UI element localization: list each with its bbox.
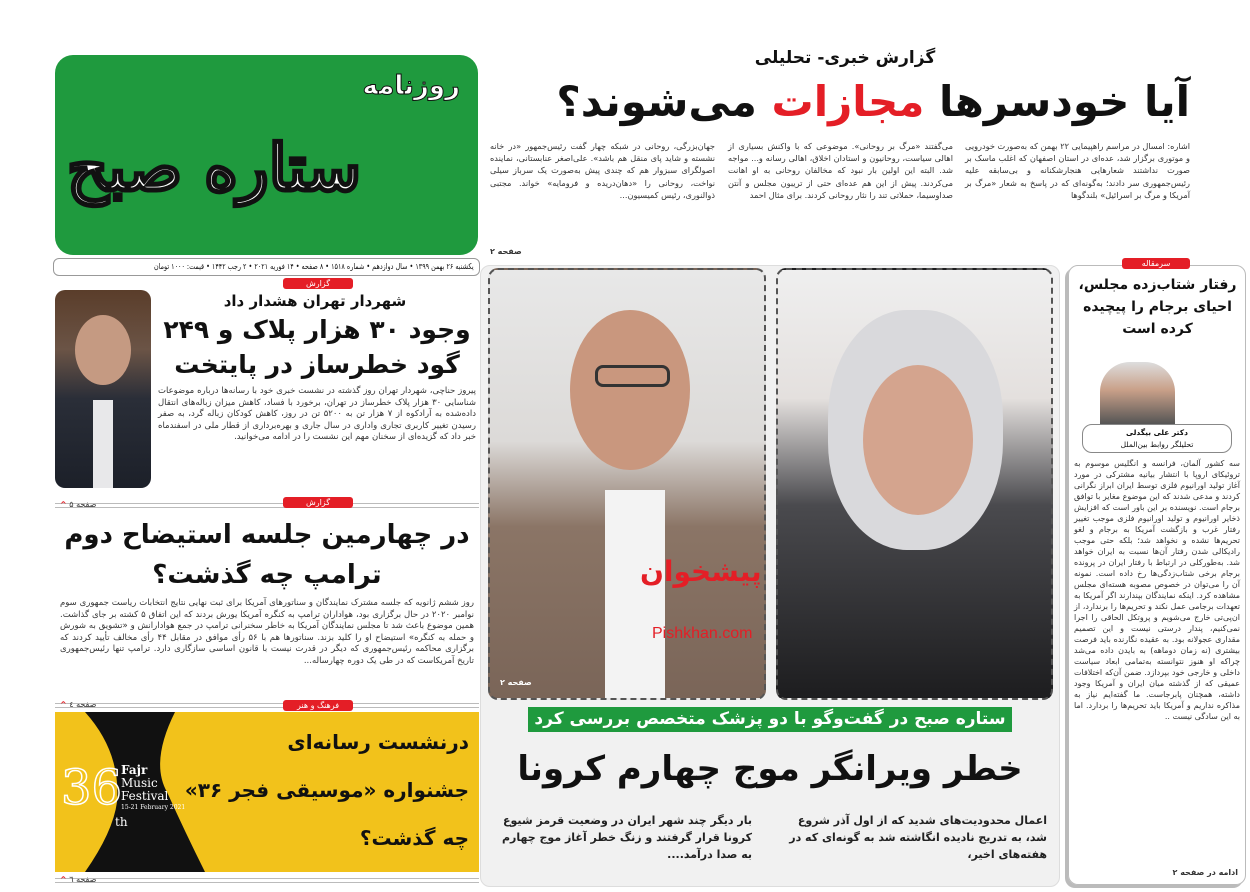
caret-up-icon: ^ bbox=[60, 700, 67, 709]
mayor-photo bbox=[55, 290, 151, 488]
editorial-continued-link[interactable]: ادامه در صفحه ۲ bbox=[1172, 868, 1238, 877]
poster-title: Festival bbox=[121, 789, 169, 803]
article2-headline[interactable]: در چهارمین جلسه استیضاح دوم bbox=[64, 520, 470, 550]
culture-headline: درنشست رسانه‌ای bbox=[287, 730, 469, 754]
divider bbox=[55, 703, 479, 708]
feature-headline[interactable]: خطر ویرانگر موج چهارم کرونا bbox=[517, 749, 1023, 789]
lead-kicker: گزارش خبری- تحلیلی bbox=[754, 48, 936, 68]
dateline: یکشنبه ۲۶ بهمن ۱۳۹۹ • سال دوازدهم • شماره ۱۵۱۸ • ۸ صفحه • ۱۴ فوریه ۲۰۲۱ • ۲ رجب ۱۴۴۲ • قیمت: ۱۰۰۰ تومان bbox=[154, 262, 474, 271]
poster-title: Music bbox=[121, 776, 158, 790]
article1-page-link[interactable] bbox=[60, 500, 96, 509]
lead-column: جهان‌بزرگی، روحانی در شبکه چهار گفت رئیس‌جمهور «در خانه نشسته و شاید پای منقل هم باشد». علی‌اصغر عنابستانی، نماینده اصولگرای سبزوار هم که چندی پیش به‌صورت یک سرباز سیلی نواخت، روحانی را «دهان‌دریده و فرومایه» خواند. مجتبی ذوالنوری، رئیس کمیسیون... bbox=[490, 141, 715, 200]
feature-caption: ستاره صبح در گفت‌وگو با دو پزشک متخصص بررسی کرد bbox=[528, 707, 1011, 732]
culture-headline-3: چه گذشت؟ bbox=[359, 826, 469, 850]
author-role: تحلیلگر روابط بین‌الملل bbox=[1120, 440, 1194, 449]
headline-red-word: مجازات bbox=[771, 77, 925, 126]
page-label: صفحه ٤ bbox=[69, 700, 97, 709]
culture-headline-2: جشنواره «موسیقی فجر ۳۶» bbox=[184, 778, 469, 802]
section-tag: فرهنگ و هنر bbox=[283, 700, 353, 711]
feature-column: اعمال محدودیت‌های شدید که از اول آذر شروع شد، به تدریج نادیده انگاشته شد به گونه‌ای که در هفته‌های اخیر، bbox=[789, 814, 1047, 861]
article1-headline-2[interactable]: گود خطرساز در پایتخت bbox=[174, 350, 460, 379]
doctor-photo-right bbox=[776, 268, 1053, 700]
lead-headline[interactable] bbox=[490, 74, 1190, 130]
divider bbox=[55, 878, 479, 883]
editorial-headline[interactable]: رفتار شتاب‌زده مجلس، احیای برجام را پیچیده کرده است bbox=[1078, 277, 1237, 337]
logo-title: ستاره صبح bbox=[67, 131, 362, 206]
poster-title: Fajr bbox=[121, 763, 148, 777]
logo-prefix: روزنامه bbox=[362, 71, 460, 101]
culture-box[interactable] bbox=[55, 712, 479, 872]
page-label: صفحه ۵ bbox=[69, 500, 97, 509]
culture-page-link[interactable] bbox=[60, 875, 96, 884]
section-tag: گزارش bbox=[283, 497, 353, 508]
article2-headline-2[interactable]: ترامپ چه گذشت؟ bbox=[152, 560, 382, 590]
photo-page-link[interactable]: صفحه ۲ bbox=[500, 678, 532, 687]
article2-page-link[interactable] bbox=[60, 700, 96, 709]
article2-body: روز ششم ژانویه که جلسه مشترک نمایندگان و سناتورهای آمریکا برای ثبت نهایی نتایج انتخابات ریاست جمهوری سوم نوامبر ۲۰۲۰ در حال برگزاری بود، هواداران ترامپ به کنگره آمریکا یورش بردند که این اتفاق ۵ کشته بر جای گذاشت. همین موضوع باعث شد تا مجلس نمایندگان آمریکا به خاطر سخنرانی ترامپ در جمع هوادارانش و «تشویق به شورش و حمله به کنگره» استیضاح او را کلید بزند. سناتورها هم با ۵۶ رأی موافق در مقابل ۴۴ رأی مخالف تأیید کردند که برگزاری محاکمه رئیس‌جمهوری که دیگر در قدرت نیست با قانون اساسی سازگاری دارد. ترامپ تنها رئیس‌جمهوری تاریخ آمریکاست که در طی یک دوره چهارساله... bbox=[60, 598, 474, 666]
lead-column: اشاره: امسال در مراسم راهپیمایی ۲۲ بهمن که به‌صورت خودرویی و موتوری برگزار شد، عده‌ای در استان اصفهان که اغلب ماسک بر صورت نداشتند شعارهایی هنجارشکنانه و بی‌سابقه علیه رئیس‌جمهوری سر دادند؛ به‌گونه‌ای که در پاسخ به شعار «مرگ بر آمریکا و مرگ بر اسرائیل» بلندگوها bbox=[965, 141, 1190, 200]
section-tag: گزارش bbox=[283, 278, 353, 289]
article1-body: پیروز حناچی، شهردار تهران روز گذشته در نشست خبری خود با رسانه‌ها درباره موضوعات شناسایی ۳۰ هزار پلاک خطرساز در تهران، برخورد با فساد، کاهش میزان زباله‌های انتقال داده‌شده به آرادکوه از ۷ هزار تن به ۵۲۰۰ تن در روز، کاهش کودکان زباله گرد، به صفر رسیدن تغییر کاربری تجاری واداری در سال جاری و بهره‌برداری از قطار ملی در اسفندماه خبر داد که گزیده‌ای از سخنان مهم این نشست را در ادامه می‌خوانید. bbox=[158, 386, 476, 442]
lead-column: می‌گفتند «مرگ بر روحانی». موضوعی که با واکنش بسیاری از اهالی سیاست، روحانیون و استادان اخلاق، اهالی رسانه و... مواجه شد. البته این اولین بار نبود که مخالفان روحانی به او اهانت می‌کردند. پیش از این هم عده‌ای حتی از تریبون مجلس و آنتن صداوسیما، حملاتی تند را نثار روحانی کردند. برای مثال احمد bbox=[728, 141, 953, 200]
feature-column: بار دیگر چند شهر ایران در وضعیت قرمز شیوع کرونا قرار گرفتند و زنگ خطر آغاز موج چهارم به صدا درآمد.... bbox=[501, 814, 752, 861]
watermark-url: Pishkhan.com bbox=[652, 625, 753, 642]
poster-number: 36 bbox=[61, 760, 123, 816]
article1-subhead: شهردار تهران هشدار داد bbox=[223, 292, 407, 310]
poster-suffix: th bbox=[115, 815, 128, 829]
headline-part: آیا خودسرها bbox=[924, 77, 1190, 126]
section-tag: سرمقاله bbox=[1122, 258, 1190, 269]
author-photo bbox=[1100, 362, 1175, 424]
editorial-body: سه کشور آلمان، فرانسه و انگلیس موسوم به تروئیکای اروپا با انتشار بیانیه مشترکی در مورد آغاز تولید اورانیوم فلزی توسط ایران ابراز نگرانی کردند و مدعی شدند که این موضوع مغایر با توافق برجام است. نویسنده بر این باور است که افزایش ذخایر اورانیوم و تولید اورانیوم فلزی موجب تغییر رفتار غرب و بازگشت آمریکا به برجام و لغو تحریم‌ها نشده و نخواهد شد؛ بلکه حتی موجب رادیکالی شدن رفتار آن‌ها نسبت به ایران خواهد شد. به‌طورکلی در ارتباط با رفتار ایران در پرونده برجام برخی شتاب‌زدگی‌ها رخ داده است. نمونه آن را می‌توان در خصوص مصوبه هسته‌ای مجلس مشاهده کرد. اینکه نمایندگان بپندارند اگر آمریکا به تعهدات برجامی عمل نکند و تحریم‌ها را برندارد، از ان‌پی‌تی خارج می‌شویم و پروتکل الحاقی را اجرا نمی‌کنیم، پندار درستی نیست و این تصمیم مقداری عجولانه بود. به عقیده نگارنده باید فرصت بیشتری (نه زمان دوماهه) به بایدن داده می‌شد چراکه او هنوز نتوانسته به‌تمامی ابعاد سیاست داخلی و خارجی خود بپردازد. ضمن آن‌که اختلافات عمیقی که از گذشته میان ایران و آمریکا وجود داشته، همچنان پابرجاست. ما گفته‌ایم نیاز به مذاکره نداریم و آمریکا باید تحریم‌ها را بردارد. اما به این سادگی نیست .. bbox=[1074, 459, 1240, 721]
caret-up-icon: ^ bbox=[60, 500, 67, 509]
lead-page-link[interactable]: صفحه ۲ bbox=[490, 247, 522, 256]
divider bbox=[55, 503, 479, 508]
headline-part: می‌شوند؟ bbox=[556, 77, 772, 126]
author-box bbox=[1082, 424, 1232, 453]
caret-up-icon: ^ bbox=[60, 875, 67, 884]
dateline-bar bbox=[53, 258, 480, 276]
article1-headline[interactable]: وجود ۳۰ هزار پلاک و ۲۴۹ bbox=[163, 315, 471, 344]
watermark-logo: پیشخوان bbox=[640, 555, 762, 588]
doctor-photo-left bbox=[488, 268, 766, 700]
page-label: صفحه ٦ bbox=[69, 875, 97, 884]
poster-dates: 15-21 February 2021 bbox=[121, 804, 186, 811]
author-name: دکتر علی بیگدلی bbox=[1126, 428, 1188, 437]
feature-caption-bar bbox=[490, 707, 1050, 732]
masthead-logo bbox=[55, 55, 478, 255]
